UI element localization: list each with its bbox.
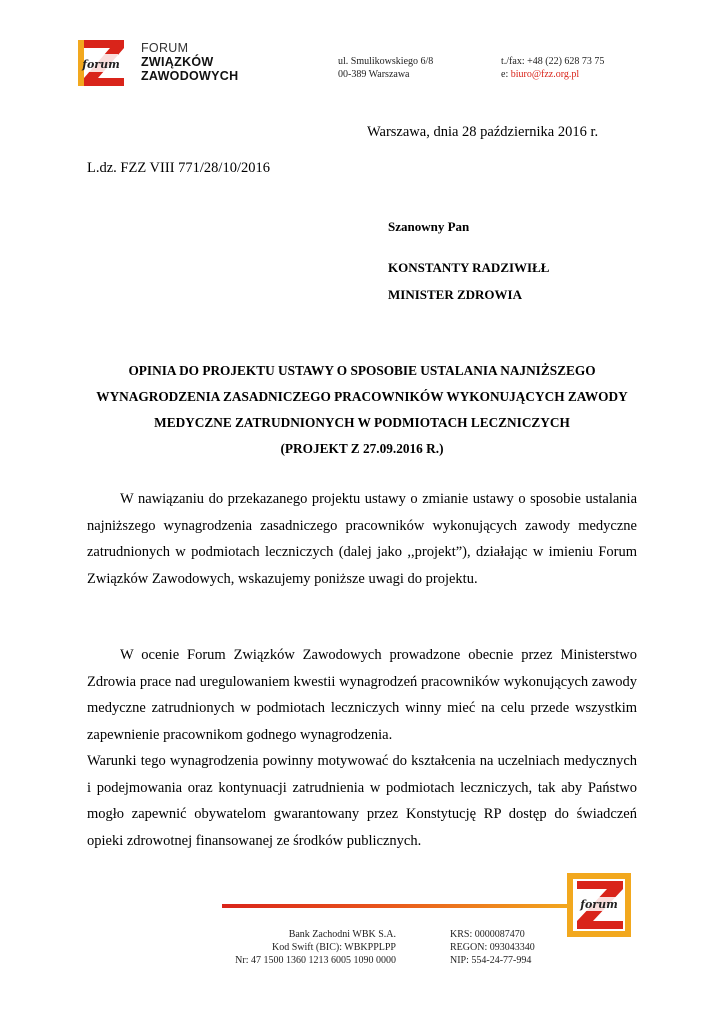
logo-line-3: ZAWODOWYCH [141,69,239,83]
header-phone: t./fax: +48 (22) 628 73 75 [501,56,605,67]
letter-reference-number: L.dz. FZZ VIII 771/28/10/2016 [87,160,270,176]
footer-account-number: Nr: 47 1500 1360 1213 6005 1090 0000 [235,955,396,966]
recipient-salutation: Szanowny Pan [388,219,470,234]
title-line-4: (PROJEKT Z 27.09.2016 R.) [280,441,444,456]
footer-logo-mark-text: forum [580,898,618,911]
footer-regon: REGON: 093043340 [450,942,535,953]
header-email-link[interactable]: biuro@fzz.org.pl [510,69,580,80]
logo-line-1: FORUM [141,41,189,55]
fzz-logo-wordmark [141,41,238,83]
email-label: e: [501,69,511,80]
body-paragraph-3: Warunki tego wynagrodzenia powinny motywować do kształcenia na uczelniach medycznych i podejmowania oraz kontynuacji zatrudnienia w podmiotach leczniczych, tak aby Państwo mogło zapewnić obywatelom gwarantowany przez Konstytucję RP dostęp do świadczeń opieki zdrowotnej finansowanej ze środków publicznych. [87,753,637,849]
footer-fzz-logo-icon [567,873,631,937]
footer-nip: NIP: 554-24-77-994 [450,955,532,966]
header-contact [501,55,604,81]
footer-bank-info [200,928,396,967]
footer-swift: Kod Swift (BIC): WBKPPLPP [271,942,396,953]
footer-registry-info [450,928,535,967]
title-line-2: WYNAGRODZENIA ZASADNICZEGO PRACOWNIKÓW WYKONUJĄCYCH ZAWODY [96,389,628,404]
fzz-logo-mark [78,40,124,86]
footer-logo-mark [567,873,631,937]
footer-krs: KRS: 0000087470 [450,929,525,940]
address-street: ul. Smulikowskiego 6/8 [338,56,434,67]
document-title [60,358,664,462]
address-city: 00-389 Warszawa [338,69,410,80]
logo-line-2: ZWIĄZKÓW [141,55,214,69]
fzz-logo-icon [78,40,124,86]
body-paragraph-2: W ocenie Forum Związków Zawodowych prowadzone obecnie przez Ministerstwo Zdrowia prace nad uregulowaniem kwestii wynagrodzeń pracowników wykonujących zawody medyczne zatrudnionych w podmiotach leczniczych winny mieć na celu przede wszystkim zapewnienie pracownikom godnego wynagrodzenia. [87,647,637,743]
footer-bank-name: Bank Zachodni WBK S.A. [288,929,396,940]
letter-date: Warszawa, dnia 28 października 2016 r. [367,124,599,140]
title-line-1: OPINIA DO PROJEKTU USTAWY O SPOSOBIE USTALANIA NAJNIŻSZEGO [128,363,596,378]
body-paragraph-1-block [87,486,637,592]
logo-mark-text: forum [82,58,120,71]
body-paragraph-1: W nawiązaniu do przekazanego projektu ustawy o zmianie ustawy o sposobie ustalania najniższego wynagrodzenia zasadniczego pracowników wykonujących zawody medyczne zatrudnionych w podmiotach leczniczych (dalej jako ,,projekt”), działając w imieniu Forum Związków Zawodowych, wskazujemy poniższe uwagi do projektu. [87,491,637,587]
header-email-row [501,68,604,81]
title-line-3: MEDYCZNE ZATRUDNIONYCH W PODMIOTACH LECZNICZYCH [154,415,570,430]
footer-divider [222,904,572,908]
recipient-title: MINISTER ZDROWIA [388,287,522,302]
recipient-name: KONSTANTY RADZIWIŁŁ [388,260,550,275]
body-paragraph-2-block [87,642,637,854]
header-address [338,55,433,81]
